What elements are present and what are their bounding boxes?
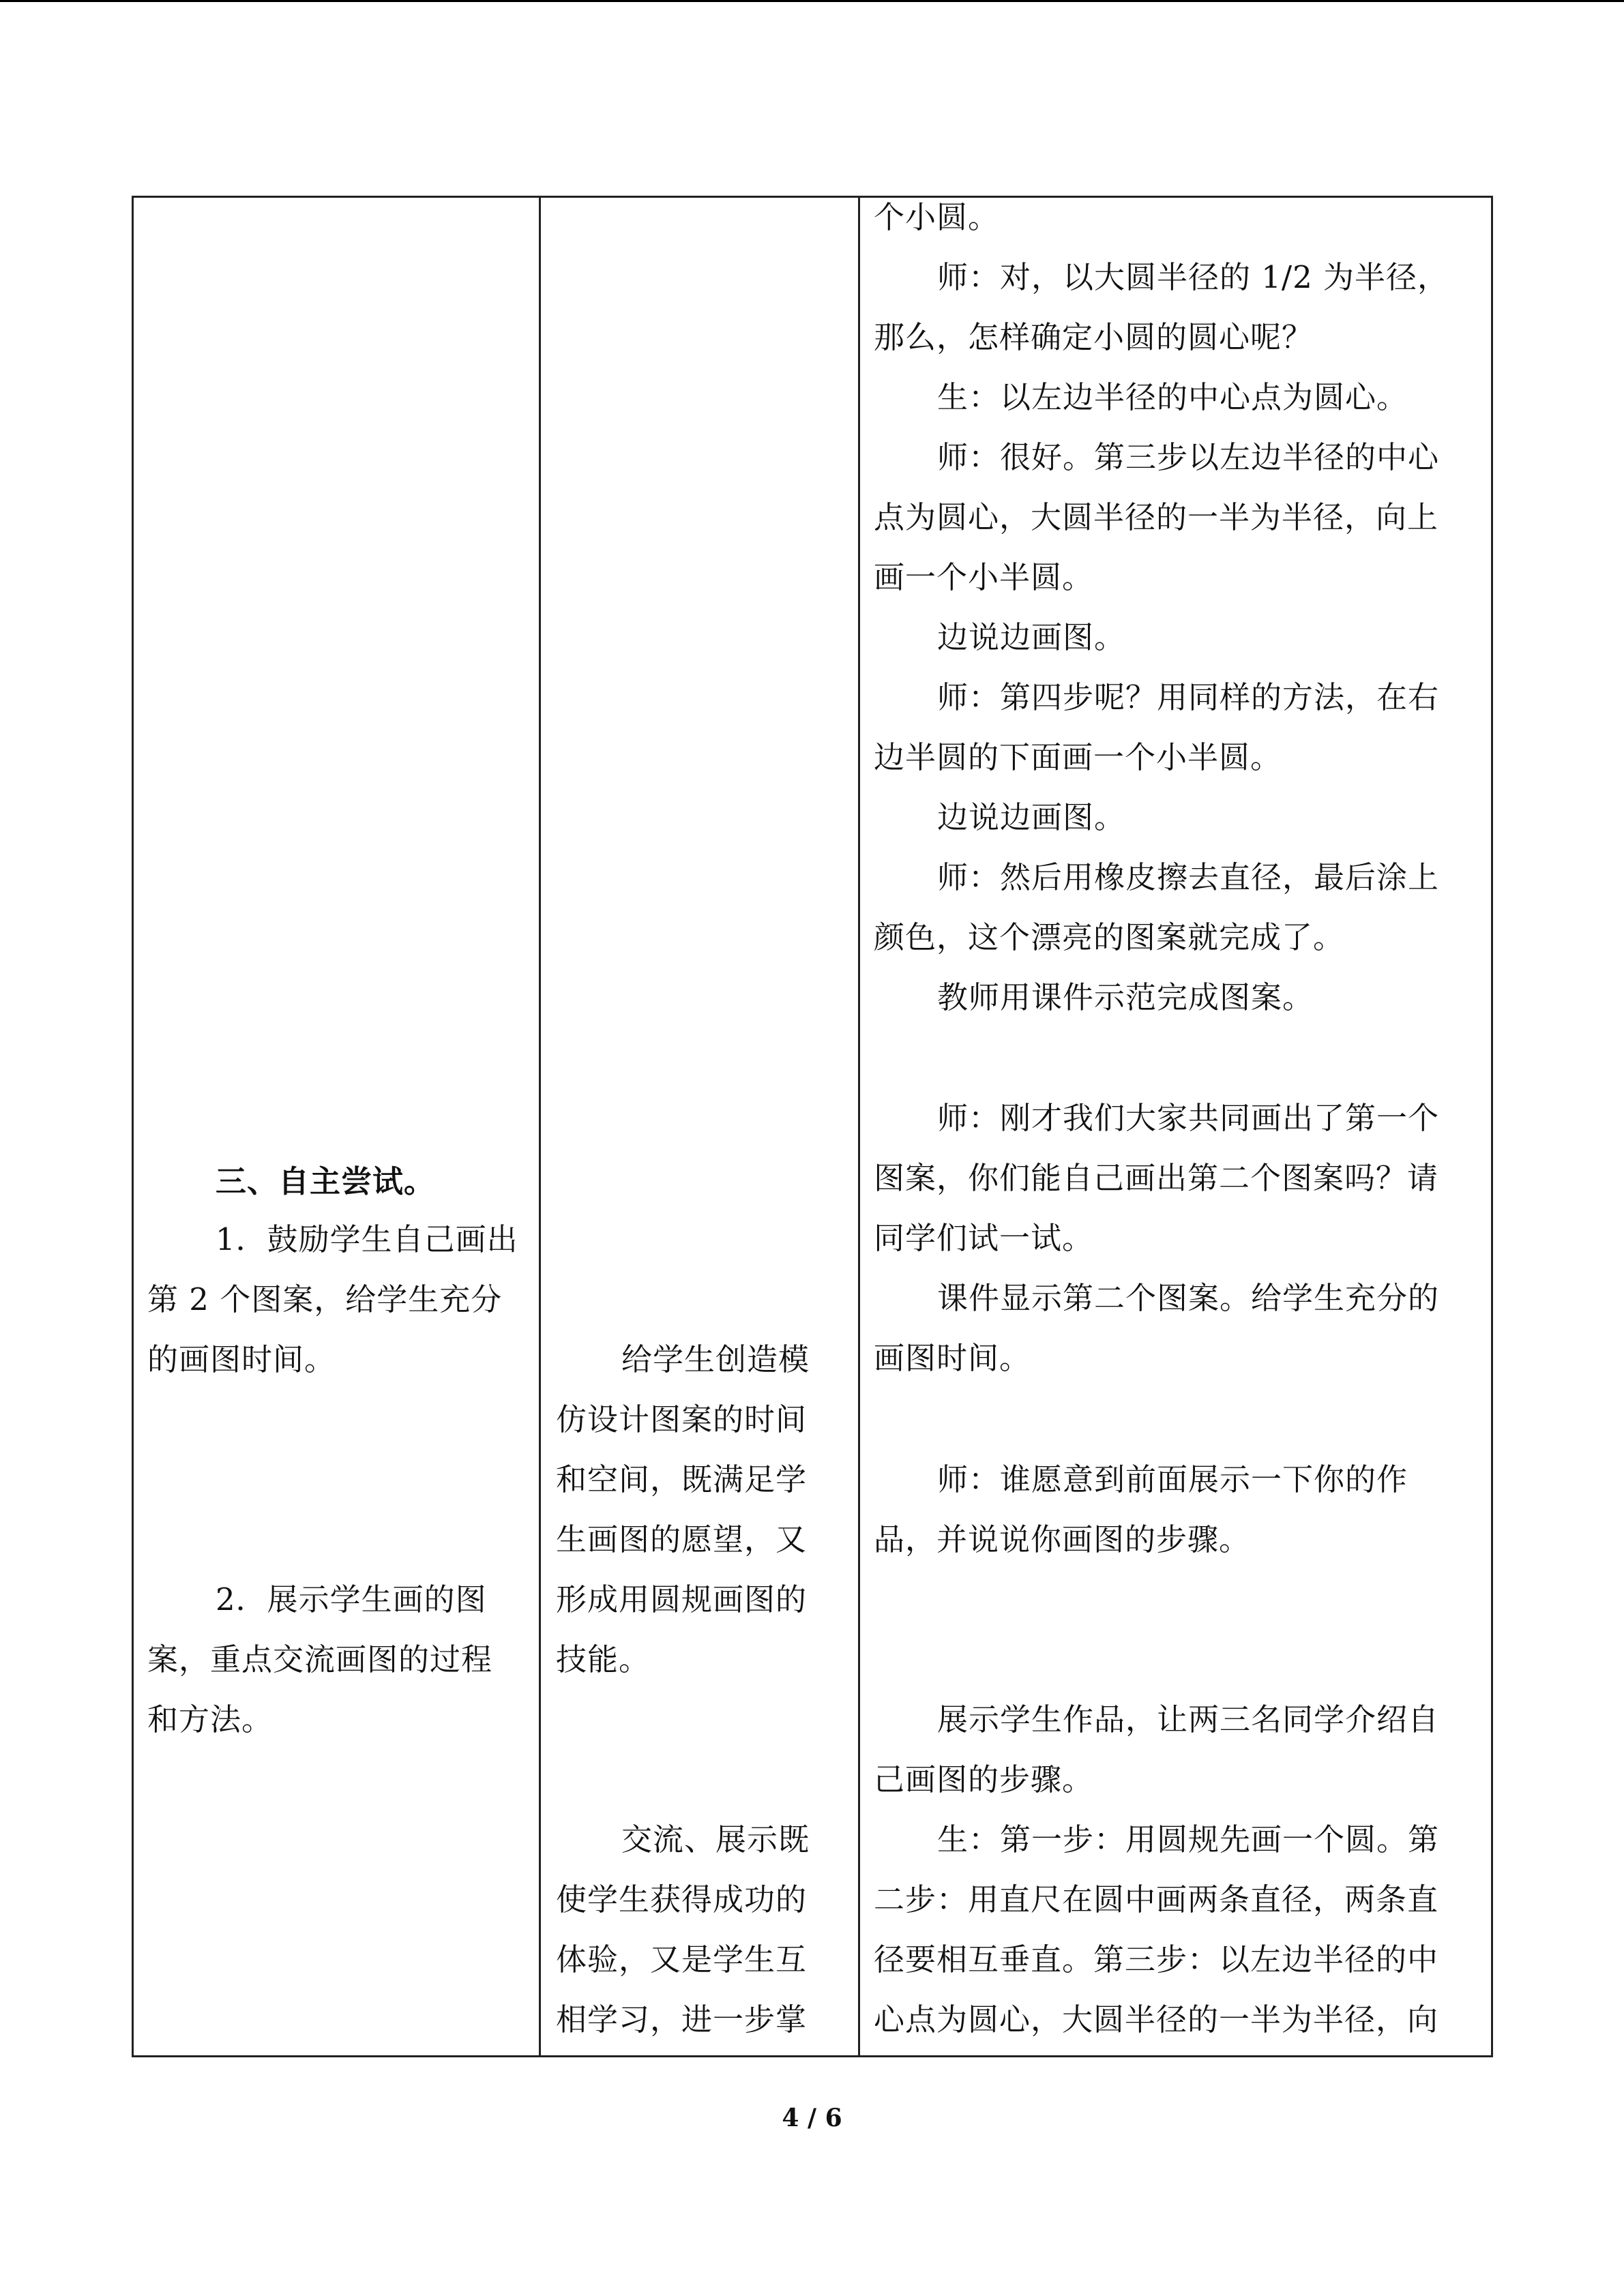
middle-column-line: 体验，又是学生互 [556, 1941, 808, 1978]
teaching-steps-column [134, 198, 541, 2055]
right-column-line: 画一个小半圆。 [874, 559, 1094, 595]
right-column-line: 生：第一步：用圆规先画一个圆。第 [937, 1821, 1440, 1858]
right-column-line: 展示学生作品，让两三名同学介绍自 [937, 1701, 1440, 1738]
teaching-process-column [860, 198, 1491, 2055]
right-column-line: 图案，你们能自己画出第二个图案吗？请 [874, 1160, 1439, 1196]
design-intent-column [541, 198, 860, 2055]
right-column-line: 二步：用直尺在圆中画两条直径，两条直 [874, 1881, 1439, 1918]
right-column-line: 边说边画图。 [937, 799, 1126, 835]
middle-column-line: 仿设计图案的时间 [556, 1401, 808, 1437]
right-column-line: 己画图的步骤。 [874, 1761, 1094, 1798]
right-column-line: 画图时间。 [874, 1340, 1031, 1376]
right-column-line: 颜色，这个漂亮的图案就完成了。 [874, 919, 1345, 955]
middle-column-line: 形成用圆规画图的 [556, 1581, 808, 1617]
left-column-line: 1．鼓励学生自己画出 [216, 1221, 518, 1257]
right-column-line: 边说边画图。 [937, 619, 1126, 655]
right-column-line: 点为圆心，大圆半径的一半为半径，向上 [874, 499, 1439, 535]
right-column-line: 同学们试一试。 [874, 1220, 1094, 1256]
middle-column-line: 给学生创造模 [621, 1341, 810, 1377]
right-column-line: 师：很好。第三步以左边半径的中心 [937, 439, 1440, 475]
right-column-line: 品，并说说你画图的步骤。 [874, 1521, 1251, 1557]
left-column-line: 案，重点交流画图的过程 [147, 1641, 493, 1678]
right-column-line: 径要相互垂直。第三步：以左边半径的中 [874, 1941, 1439, 1978]
left-column-line: 和方法。 [147, 1701, 274, 1738]
right-column-line: 师：刚才我们大家共同画出了第一个 [937, 1100, 1440, 1136]
left-column-line: 2．展示学生画的图 [216, 1581, 487, 1617]
lesson-plan-table [132, 196, 1493, 2057]
left-column-line: 的画图时间。 [147, 1341, 336, 1377]
right-column-line: 生：以左边半径的中心点为圆心。 [937, 379, 1408, 415]
middle-column-line: 相学习，进一步掌 [556, 2001, 808, 2038]
right-column-line: 课件显示第二个图案。给学生充分的 [937, 1280, 1440, 1316]
right-column-line: 师：第四步呢？用同样的方法，在右 [937, 679, 1440, 715]
left-column-line: 第 2 个图案，给学生充分 [147, 1281, 503, 1317]
middle-column-line: 和空间，既满足学 [556, 1461, 808, 1497]
middle-column-line: 技能。 [556, 1641, 651, 1678]
right-column-line: 个小圆。 [874, 199, 1000, 235]
right-column-line: 师：谁愿意到前面展示一下你的作 [937, 1461, 1408, 1497]
middle-column-line: 交流、展示既 [621, 1821, 810, 1858]
right-column-line: 心点为圆心，大圆半径的一半为半径，向 [874, 2001, 1439, 2038]
middle-column-line: 使学生获得成功的 [556, 1881, 808, 1918]
right-column-line: 那么，怎样确定小圆的圆心呢？ [874, 319, 1314, 355]
right-column-line: 师：对，以大圆半径的 1/2 为半径， [937, 259, 1449, 295]
right-column-line: 边半圆的下面画一个小半圆。 [874, 739, 1282, 775]
middle-column-line: 生画图的愿望，又 [556, 1521, 808, 1557]
right-column-line: 教师用课件示范完成图案。 [937, 979, 1314, 1015]
page-top-border [0, 0, 1624, 2]
page-number: 4 / 6 [782, 2104, 842, 2132]
right-column-line: 师：然后用橡皮擦去直径，最后涂上 [937, 859, 1440, 895]
left-column-line: 三、自主尝试。 [216, 1163, 436, 1199]
